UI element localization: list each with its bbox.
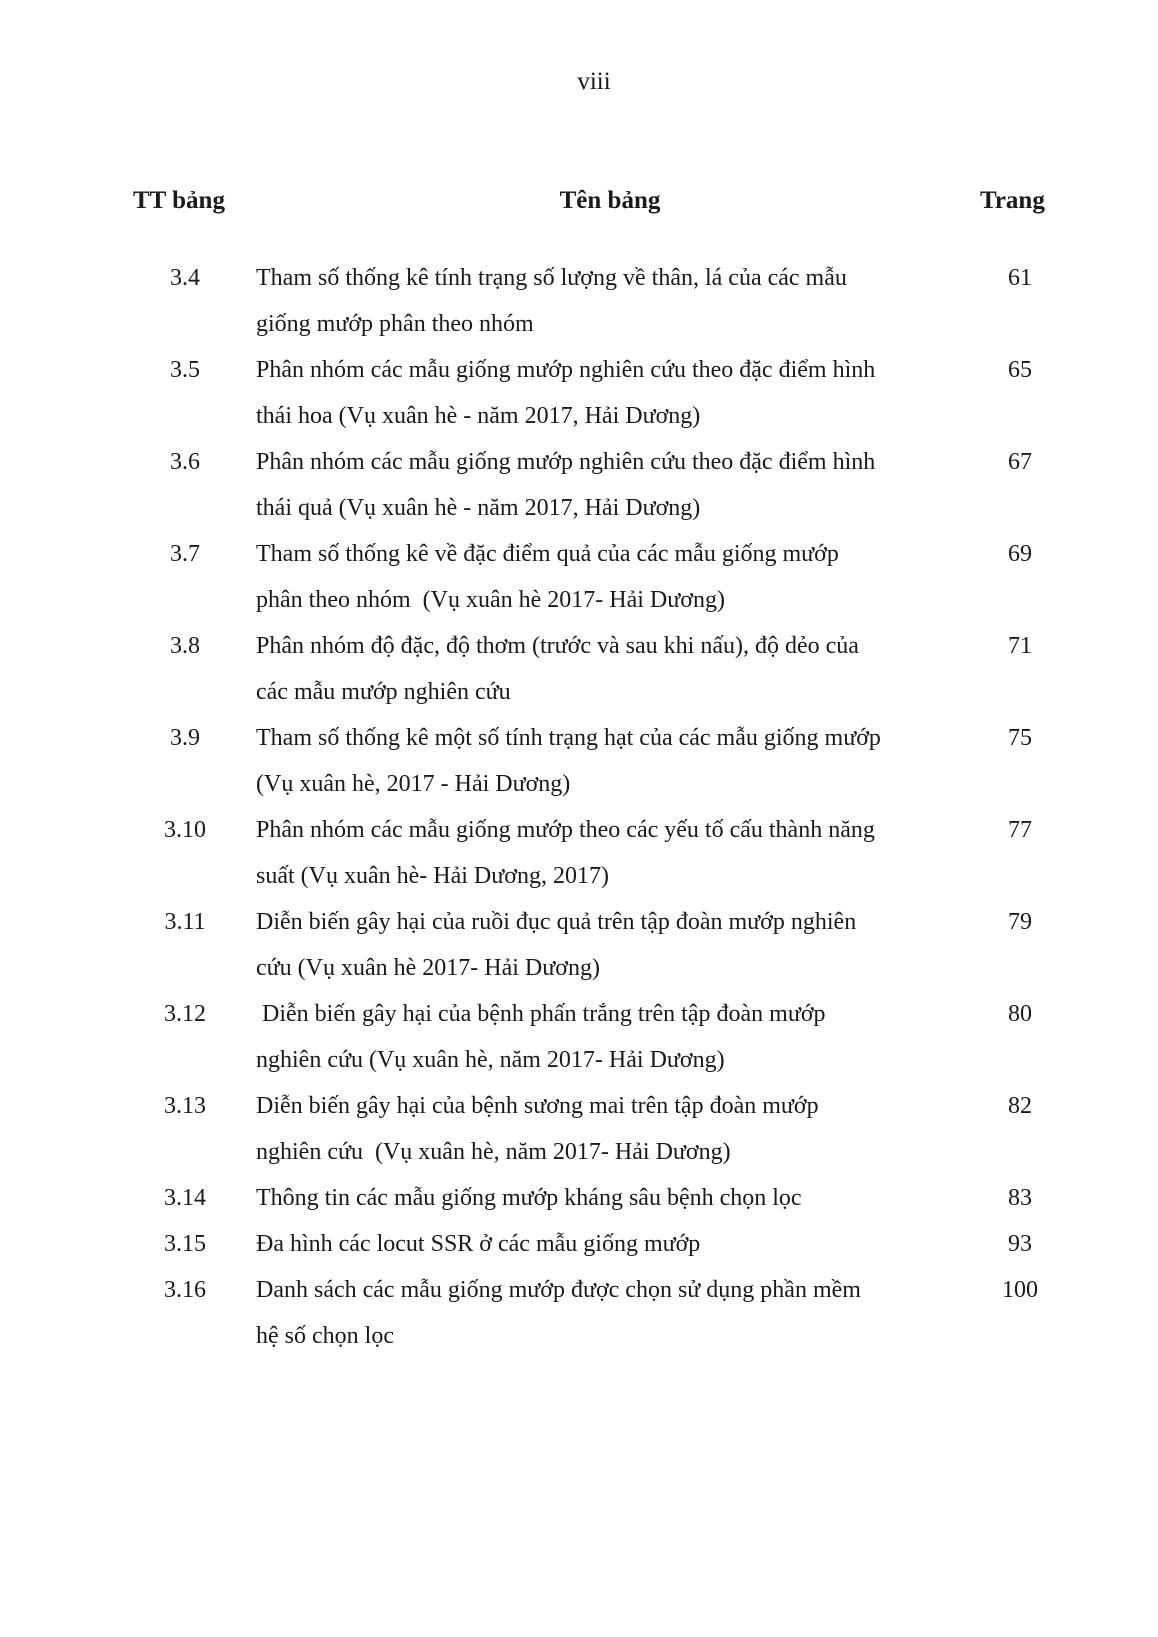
toc-entry (0, 1221, 1158, 1267)
entry-title: Danh sách các mẫu giống mướp được chọn sử dụng phần mềm hệ số chọn lọc (256, 1277, 861, 1349)
entry-number: 3.15 (164, 1231, 206, 1257)
entry-title: Thông tin các mẫu giống mướp kháng sâu bệnh chọn lọc (256, 1185, 802, 1211)
entry-title: Tham số thống kê tính trạng số lượng về thân, lá của các mẫu giống mướp phân theo nhóm (256, 265, 847, 337)
entry-page: 83 (1008, 1185, 1032, 1211)
entry-page: 65 (1008, 357, 1032, 383)
toc-entry (0, 255, 1158, 347)
entry-title: Diễn biến gây hại của ruồi đục quả trên tập đoàn mướp nghiên cứu (Vụ xuân hè 2017- Hải Dương) (256, 909, 857, 981)
table-header (0, 187, 1158, 219)
toc-entry (0, 899, 1158, 991)
toc-entry (0, 807, 1158, 899)
entry-number: 3.14 (164, 1185, 206, 1211)
toc-entry (0, 531, 1158, 623)
entry-page: 75 (1008, 725, 1032, 751)
entry-title: Đa hình các locut SSR ở các mẫu giống mướp (256, 1231, 701, 1257)
entry-title: Tham số thống kê về đặc điểm quả của các mẫu giống mướp phân theo nhóm (Vụ xuân hè 2017- Hải Dương) (256, 541, 839, 613)
entry-title: Diễn biến gây hại của bệnh phấn trắng trên tập đoàn mướp nghiên cứu (Vụ xuân hè, năm 2017- Hải Dương) (256, 1001, 826, 1073)
header-page-label: Trang (980, 187, 1045, 214)
entry-page: 82 (1008, 1093, 1032, 1119)
toc-entry (0, 715, 1158, 807)
header-number-label: TT bảng (133, 187, 225, 214)
entry-number: 3.7 (170, 541, 200, 567)
entry-title: Phân nhóm các mẫu giống mướp nghiên cứu theo đặc điểm hình thái hoa (Vụ xuân hè - năm 2017, Hải Dương) (256, 357, 876, 429)
entry-number: 3.5 (170, 357, 200, 383)
toc-entry (0, 1083, 1158, 1175)
toc-entry (0, 1267, 1158, 1359)
entry-number: 3.8 (170, 633, 200, 659)
entry-page: 100 (1002, 1277, 1038, 1303)
entry-number: 3.12 (164, 1001, 206, 1027)
entry-page: 67 (1008, 449, 1032, 475)
toc-entry (0, 623, 1158, 715)
page-number: viii (577, 68, 611, 95)
entry-page: 79 (1008, 909, 1032, 935)
toc-entry (0, 991, 1158, 1083)
entry-number: 3.11 (164, 909, 206, 935)
toc-entry (0, 439, 1158, 531)
entry-number: 3.9 (170, 725, 200, 751)
entry-number: 3.6 (170, 449, 200, 475)
entry-page: 71 (1008, 633, 1032, 659)
entry-number: 3.4 (170, 265, 200, 291)
toc-entry (0, 347, 1158, 439)
entry-title: Phân nhóm các mẫu giống mướp theo các yếu tố cấu thành năng suất (Vụ xuân hè- Hải Dương, 2017) (256, 817, 875, 889)
entry-number: 3.13 (164, 1093, 206, 1119)
entry-page: 69 (1008, 541, 1032, 567)
entry-title: Tham số thống kê một số tính trạng hạt của các mẫu giống mướp (Vụ xuân hè, 2017 - Hải Dương) (256, 725, 881, 797)
header-title-label: Tên bảng (559, 187, 661, 214)
table-of-tables (0, 255, 1158, 1359)
toc-entry (0, 1175, 1158, 1221)
entry-page: 77 (1008, 817, 1032, 843)
entry-title: Phân nhóm độ đặc, độ thơm (trước và sau khi nấu), độ dẻo của các mẫu mướp nghiên cứu (256, 633, 859, 705)
entry-number: 3.10 (164, 817, 206, 843)
entry-title: Diễn biến gây hại của bệnh sương mai trên tập đoàn mướp nghiên cứu (Vụ xuân hè, năm 2017- Hải Dương) (256, 1093, 819, 1165)
entry-page: 61 (1008, 265, 1032, 291)
entry-number: 3.16 (164, 1277, 206, 1303)
entry-page: 93 (1008, 1231, 1032, 1257)
entry-page: 80 (1008, 1001, 1032, 1027)
entry-title: Phân nhóm các mẫu giống mướp nghiên cứu theo đặc điểm hình thái quả (Vụ xuân hè - năm 2017, Hải Dương) (256, 449, 876, 521)
